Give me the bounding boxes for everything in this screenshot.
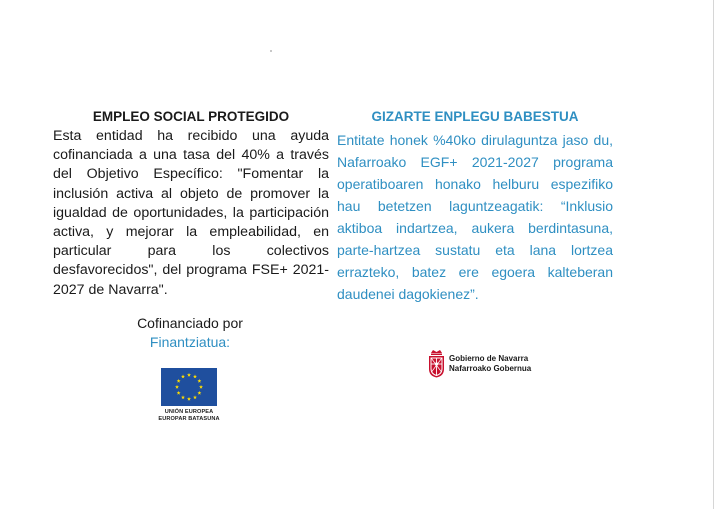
eu-caption-eu: EUROPAR BATASUNA (158, 416, 220, 422)
basque-column (337, 108, 613, 305)
eu-flag-icon (161, 368, 217, 406)
scan-speck (270, 50, 272, 52)
spanish-body: Esta entidad ha recibido una ayuda cofinanciada a una tasa del 40% a través del Objetivo Específico: "Fomentar la inclusión activa al objeto de promover la igualdad de oportunidades, la participación activa, y mejorar la empleabilidad, en particular para los colectivos desfavorecidos", del programa FSE+ 2021-2027 de Navarra". (53, 128, 329, 298)
navarra-name-eu: Nafarroako Gobernua (449, 364, 532, 373)
eu-logo (156, 368, 222, 423)
navarra-crest-icon (428, 350, 445, 378)
spanish-title: EMPLEO SOCIAL PROTEGIDO (92, 109, 290, 124)
cofinanced-label-es: Cofinanciado por (137, 315, 243, 331)
eu-caption (156, 409, 222, 423)
navarra-government-logo (428, 349, 531, 379)
basque-body: Entitate honek %40ko dirulaguntza jaso du, Nafarroako EGF+ 2021-2027 programa operatiboaren honako helburu espezifiko hau betetzen laguntzeagatik: “Inklusio aktiboa indartzea, aukera berdintasuna, parte-hartzea sustatu eta lana lortzea errazteko, batez ere egoera kalteberan daudenei dagokienez”. (337, 132, 613, 302)
cofinanced-block (110, 314, 270, 352)
navarra-name-es: Gobierno de Navarra (449, 354, 529, 363)
navarra-names (449, 354, 531, 374)
spanish-column (53, 108, 329, 300)
cofinanced-label-eu: Finantziatua: (149, 334, 231, 350)
eu-caption-es: UNIÓN EUROPEA (164, 409, 214, 415)
basque-title: GIZARTE ENPLEGU BABESTUA (371, 109, 579, 124)
page-edge (713, 0, 714, 509)
